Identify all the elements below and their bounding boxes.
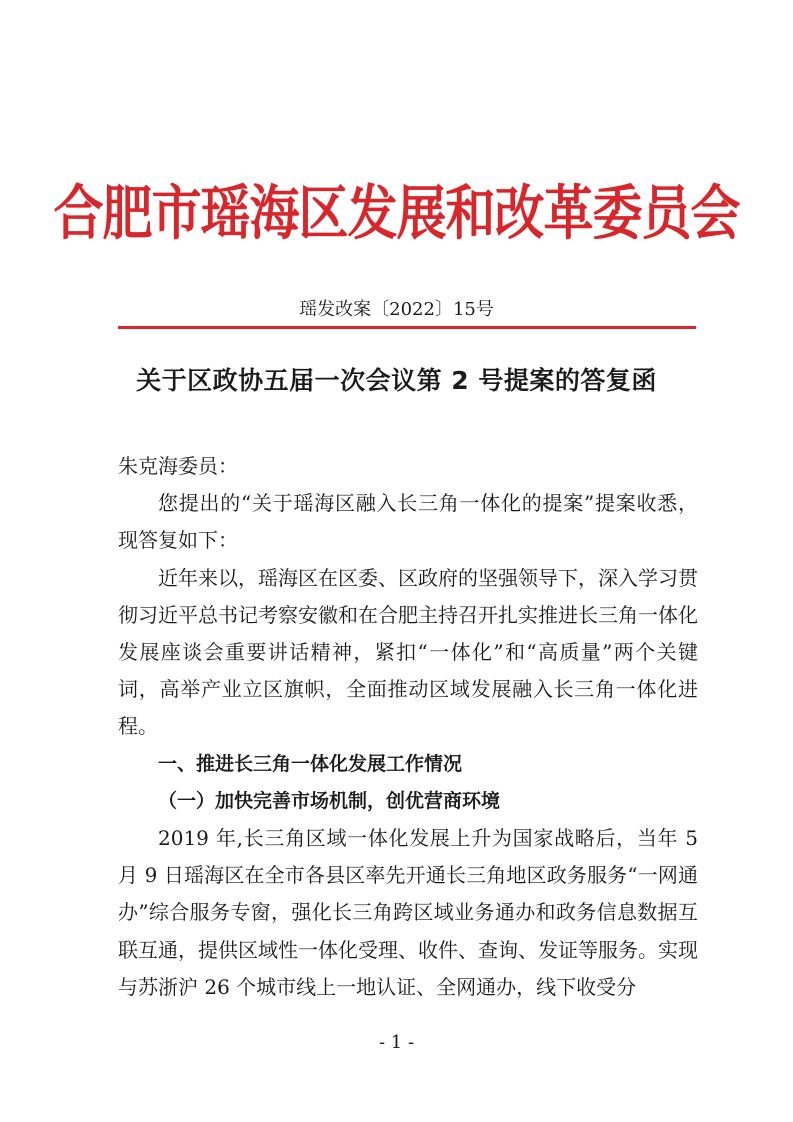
paragraph-market-mechanism: 2019 年,长三角区域一体化发展上升为国家战略后，当年 5 月 9 日瑶海区在全市各县区率先开通长三角地区政务服务“一网通办”综合服务专窗，强化长三角跨区域业务通办和政务信息数据互联互通，提供区域性一体化受理、收件、查询、发证等服务。实现与苏浙沪 26 个城市线上一地认证、全网通办，线下收受分 xyxy=(118,826,698,999)
section-heading-1: 一、推进长三角一体化发展工作情况 xyxy=(158,752,463,775)
subsection-heading-1: （一）加快完善市场机制，创优营商环境 xyxy=(158,789,501,812)
organization-masthead: 合肥市瑶海区发展和改革委员会 xyxy=(53,179,740,248)
paragraph-overview: 近年来以，瑶海区在区委、区政府的坚强领导下，深入学习贯彻习近平总书记考察安徽和在合肥主持召开扎实推进长三角一体化发展座谈会重要讲话精神，紧扣“一体化”和“高质量”两个关键词，高举产业立区旗帜，全面推动区域发展融入长三角一体化进程。 xyxy=(118,565,698,739)
document-body xyxy=(118,448,698,1006)
salutation: 朱克海委员： xyxy=(118,454,238,478)
document-title: 关于区政协五届一次会议第 2 号提案的答复函 xyxy=(136,366,657,395)
red-divider-rule xyxy=(118,326,696,329)
document-number: 瑶发改案〔2022〕15号 xyxy=(299,299,494,320)
paragraph-acknowledgement: 您提出的“关于瑶海区融入长三角一体化的提案”提案收悉，现答复如下： xyxy=(118,491,698,553)
page-number: - 1 - xyxy=(378,1032,415,1053)
